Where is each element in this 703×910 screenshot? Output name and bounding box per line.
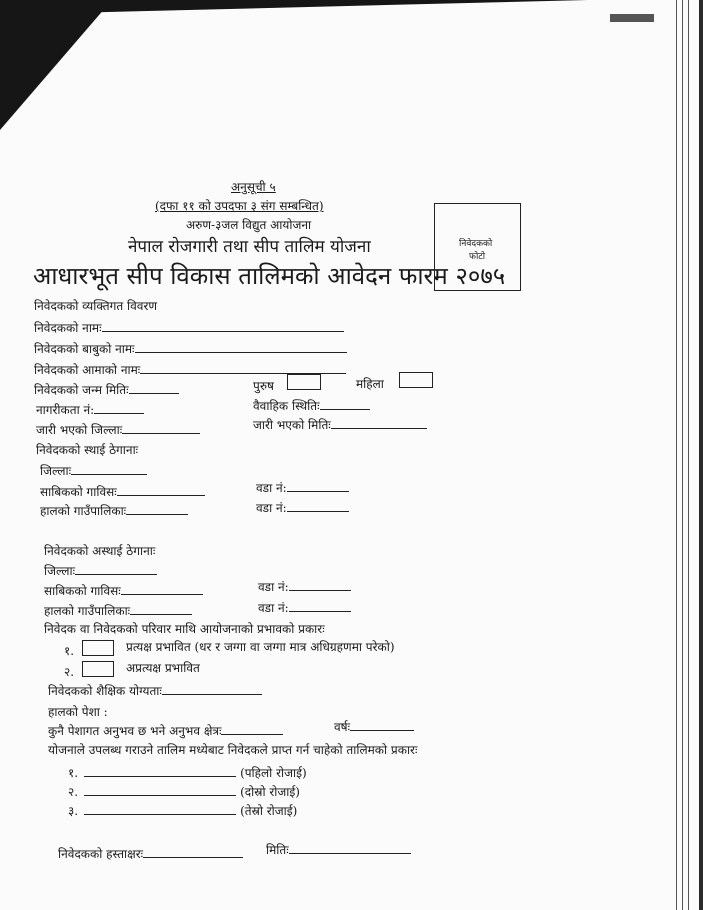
section-heading: निवेदकको अस्थाई ठेगानाः [44, 544, 156, 558]
form-title: आधारभूत सीप विकास तालिमको आवेदन फारम २०७५ [33, 262, 506, 290]
field-label: वडा नं: [258, 601, 289, 615]
citizenship-field[interactable] [36, 401, 144, 418]
male-checkbox[interactable] [287, 374, 321, 390]
permanent-municipality-field[interactable] [40, 502, 188, 519]
dob-field[interactable] [34, 381, 179, 398]
program-name: नेपाल रोजगारी तथा सीप तालिम योजना [128, 237, 371, 257]
project-name: अरुण-३जल विद्युत आयोजना [186, 218, 312, 232]
permanent-ward-field[interactable] [256, 499, 349, 516]
page-edge-line [682, 0, 683, 910]
field-label: जारी भएको मितिः [253, 418, 331, 432]
choice-label: (तेस्रो रोजाई) [240, 804, 298, 818]
field-label: कुनै पेशागत अनुभव छ भने अनुभव क्षेत्रः [48, 724, 222, 738]
experience-field[interactable] [48, 722, 283, 739]
permanent-ward-field[interactable] [256, 479, 349, 496]
education-field[interactable] [48, 682, 262, 699]
choice-label: (दोस्रो रोजाई) [240, 785, 300, 799]
field-label: निवेदकको जन्म मितिः [34, 383, 129, 397]
temporary-ward-field[interactable] [258, 578, 351, 595]
field-label: वडा नं: [256, 501, 287, 515]
permanent-district-field[interactable] [40, 462, 147, 479]
training-choice-row[interactable] [68, 802, 297, 819]
schedule-label: अनुसूची ५ [231, 180, 276, 194]
field-label: निवेदकको आमाको नामः [34, 363, 141, 377]
option-number: २. [64, 665, 75, 679]
field-label: निवेदकको शैक्षिक योग्यताः [48, 684, 162, 698]
option-number: ३. [68, 804, 79, 818]
field-label: जिल्लाः [44, 564, 76, 578]
field-label: साबिकको गाविसः [44, 584, 121, 598]
direct-impact-label: प्रत्यक्ष प्रभावित (धर र जग्गा वा जग्गा मात्र अधिग्रहणमा परेको) [126, 640, 395, 654]
signature-field[interactable] [58, 845, 243, 862]
photo-box[interactable] [434, 203, 521, 291]
option-number: १. [64, 644, 75, 658]
field-label: वडा नं: [256, 481, 287, 495]
temporary-ward-field[interactable] [258, 599, 351, 616]
field-label: हालको गाउँपालिकाः [44, 604, 131, 618]
field-label: निवेदकको हस्ताक्षरः [58, 847, 144, 861]
field-label: वैवाहिक स्थितिः [253, 399, 320, 413]
section-heading: निवेदकको व्यक्तिगत विवरण [34, 299, 158, 313]
field-label: वर्षः [334, 720, 351, 734]
page-edge-line [688, 0, 689, 910]
section-heading: निवेदकको स्थाई ठेगानाः [36, 443, 139, 457]
field-label: जारी भएको जिल्लाः [36, 423, 123, 437]
female-checkbox[interactable] [399, 372, 433, 388]
marital-status-field[interactable] [253, 397, 370, 414]
field-label: निवेदकको बाबुको नामः [34, 342, 135, 356]
field-label: मितिः [266, 843, 289, 857]
choice-label: (पहिलो रोजाई) [240, 766, 307, 780]
experience-years-field[interactable] [334, 718, 414, 735]
photo-label: निवेदकको [459, 239, 493, 249]
reference-label: (दफा ११ को उपदफा ३ संग सम्बन्धित) [155, 199, 324, 213]
indirect-impact-label: अप्रत्यक्ष प्रभावित [126, 661, 200, 675]
father-name-field[interactable] [34, 340, 347, 357]
indirect-impact-checkbox[interactable] [82, 661, 114, 677]
scan-shadow-corner [0, 0, 112, 130]
page-edge-line [676, 0, 677, 910]
temporary-municipality-field[interactable] [44, 602, 192, 619]
photo-label: फोटो [469, 252, 486, 262]
female-label: महिला [356, 377, 384, 391]
option-number: २. [68, 785, 79, 799]
scan-edge-mark [610, 14, 654, 22]
page-edge-shadow [699, 0, 703, 910]
impact-question: निवेदक वा निवेदकको परिवार माथि आयोजनाको प्रभावको प्रकारः [44, 622, 325, 636]
field-label: हालको गाउँपालिकाः [40, 504, 127, 518]
training-question: योजनाले उपलब्ध गराउने तालिम मध्येबाट निवेदकले प्राप्त गर्न चाहेको तालिमको प्रकारः [48, 743, 418, 757]
direct-impact-checkbox[interactable] [82, 640, 114, 656]
training-choice-row[interactable] [68, 764, 307, 781]
field-label: वडा नं: [258, 580, 289, 594]
name-field[interactable] [34, 319, 344, 336]
temporary-district-field[interactable] [44, 562, 157, 579]
field-label: निवेदकको नामः [34, 321, 102, 335]
field-label: साबिकको गाविसः [40, 485, 117, 499]
permanent-vdc-field[interactable] [40, 483, 205, 500]
male-label: पुरुष [253, 379, 274, 393]
issued-date-field[interactable] [253, 416, 427, 433]
training-choice-row[interactable] [68, 783, 300, 800]
option-number: १. [68, 766, 79, 780]
field-label: जिल्लाः [40, 464, 72, 478]
field-label: नागरीकता नं: [36, 403, 95, 417]
date-field[interactable] [266, 841, 411, 858]
scan-shadow-top [28, 0, 588, 14]
temporary-vdc-field[interactable] [44, 582, 203, 599]
issued-district-field[interactable] [36, 421, 200, 438]
occupation-label: हालको पेशा : [48, 705, 108, 719]
